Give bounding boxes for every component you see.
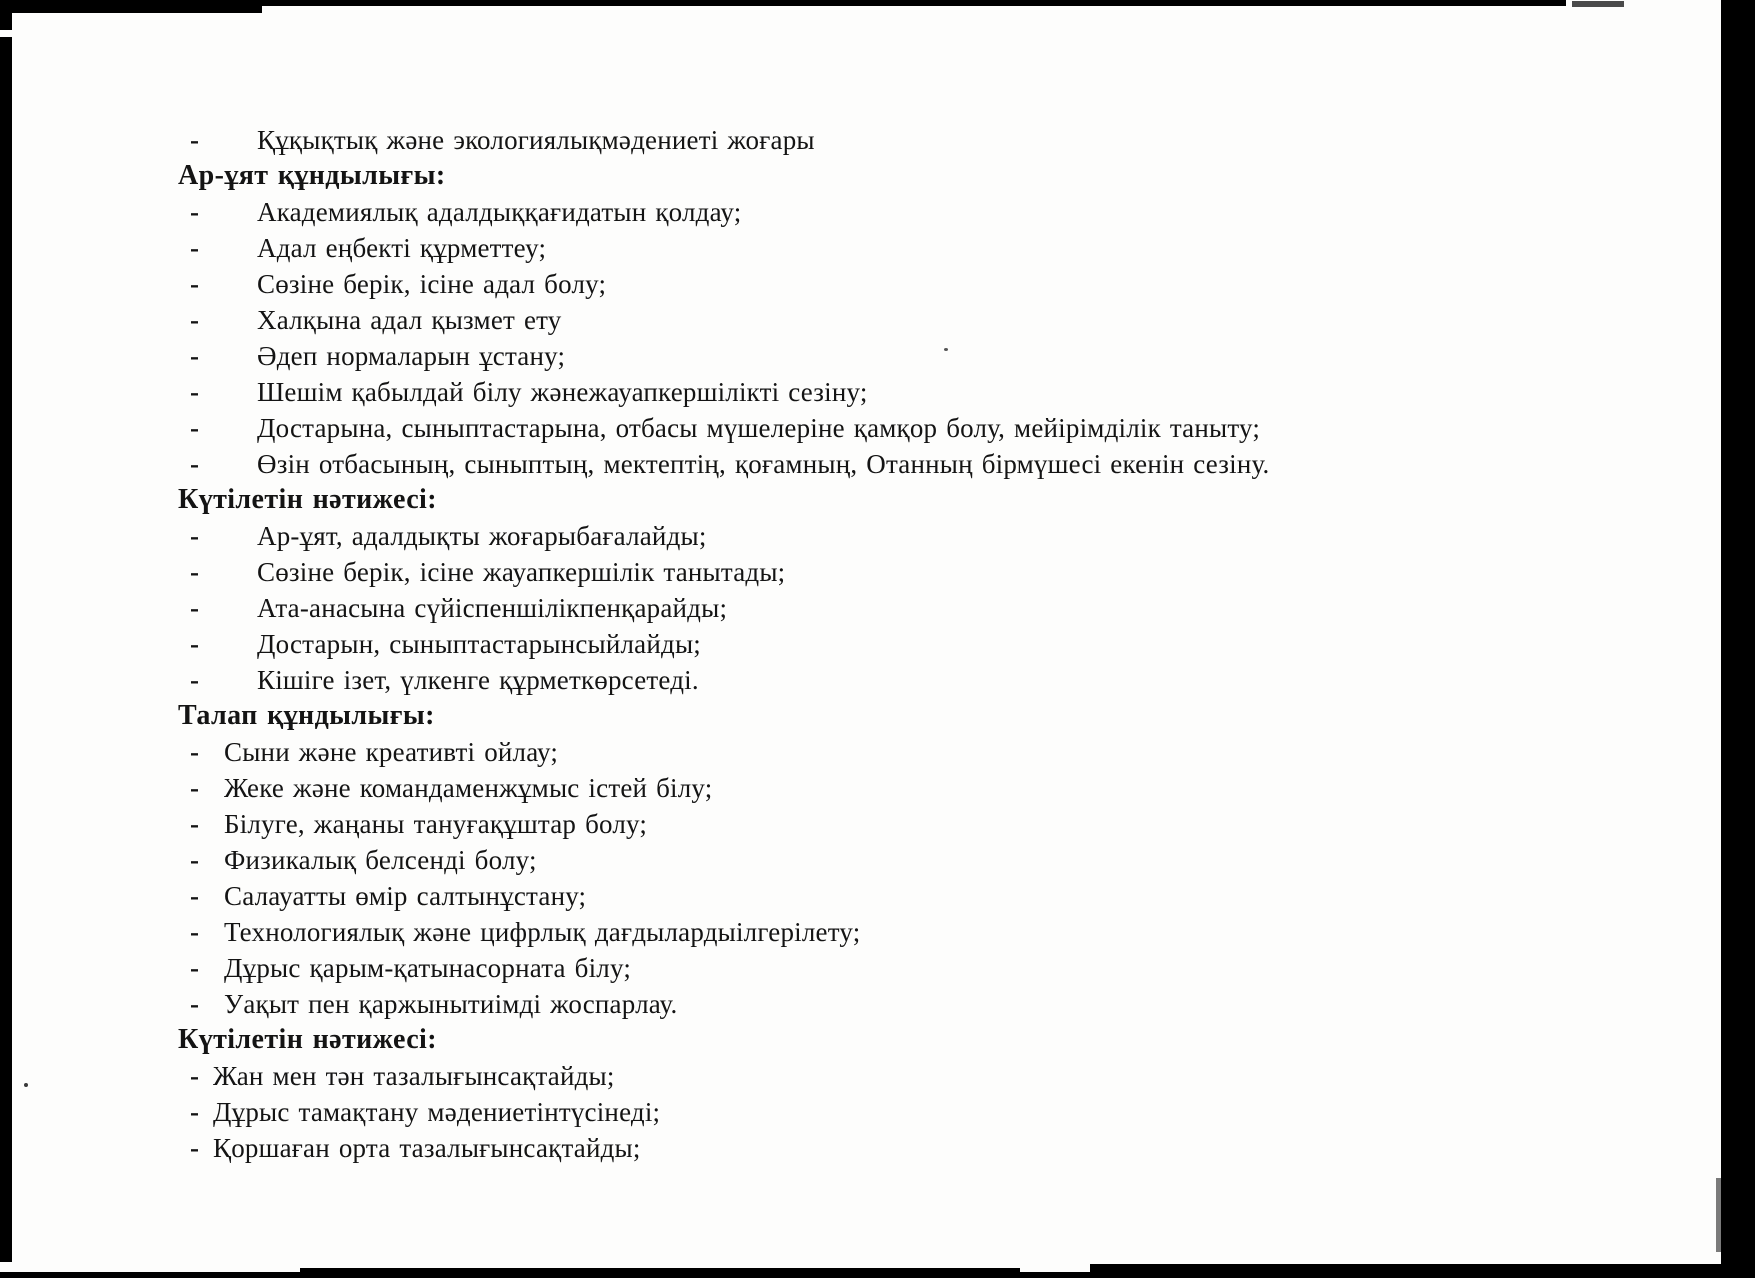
list-item xyxy=(178,770,1269,806)
scan-edge-left xyxy=(0,37,12,1262)
bullet-dash: - xyxy=(190,197,200,227)
bullet-dash: - xyxy=(190,953,200,983)
bullet-dash: - xyxy=(190,341,200,371)
bullet-dash: - xyxy=(190,305,200,335)
list-item-text: Білуге, жаңаны тануғақұштар болу; xyxy=(224,809,648,839)
list-item-text: Дұрыс қарым-қатынасорната білу; xyxy=(224,953,632,983)
list-item-text: Шешім қабылдай білу жәнежауапкершілікті сезіну; xyxy=(257,377,868,407)
list-item-text: Достарын, сыныптастарынсыйлайды; xyxy=(257,629,701,659)
scan-edge-bottom xyxy=(300,1268,1020,1278)
list-item-text: Ар-ұят, адалдықты жоғарыбағалайды; xyxy=(257,521,707,551)
list-item-text: Өзін отбасының, сыныптың, мектептің, қоғамның, Отанның бірмүшесі екенін сезіну. xyxy=(257,449,1270,479)
scan-edge-right-noise xyxy=(1716,1178,1721,1252)
list-item xyxy=(178,1094,1269,1130)
bullet-dash: - xyxy=(190,989,200,1019)
scan-speck xyxy=(24,1083,28,1087)
list-item-text: Технологиялық және цифрлық дағдылардыілгерілету; xyxy=(224,917,861,947)
bullet-dash: - xyxy=(190,917,200,947)
bullet-dash: - xyxy=(190,269,200,299)
list-item xyxy=(178,338,1269,374)
list-item-text: Қоршаған орта тазалығынсақтайды; xyxy=(213,1133,641,1163)
list-item xyxy=(178,446,1269,482)
bullet-dash: - xyxy=(190,773,200,803)
list-item xyxy=(178,374,1269,410)
bullet-dash: - xyxy=(190,413,200,443)
scan-edge-top xyxy=(0,0,1566,6)
list-item-text: Халқына адал қызмет ету xyxy=(257,305,562,335)
bullet-dash: - xyxy=(190,377,200,407)
bullet-dash: - xyxy=(190,1097,200,1127)
bullet-dash: - xyxy=(190,809,200,839)
list-item xyxy=(178,734,1269,770)
list-item xyxy=(178,194,1269,230)
bullet-dash: - xyxy=(190,665,200,695)
scan-edge-bottom xyxy=(1090,1264,1755,1278)
list-item-text: Ата-анасына сүйіспеншілікпенқарайды; xyxy=(257,593,728,623)
list-item-text: Құқықтық және экологиялықмәдениеті жоғары xyxy=(257,125,815,155)
bullet-dash: - xyxy=(190,737,200,767)
list-item-text: Сөзіне берік, ісіне адал болу; xyxy=(257,269,607,299)
list-item xyxy=(178,626,1269,662)
list-item-text: Кішіге ізет, үлкенге құрметкөрсетеді. xyxy=(257,665,699,695)
section-header: Талап құндылығы: xyxy=(178,700,435,731)
list-item xyxy=(178,518,1269,554)
bullet-dash: - xyxy=(190,593,200,623)
list-item-text: Дұрыс тамақтану мәдениетінтүсінеді; xyxy=(213,1097,661,1127)
bullet-dash: - xyxy=(190,233,200,263)
list-item xyxy=(178,1058,1269,1094)
list-item-text: Әдеп нормаларын ұстану; xyxy=(257,341,566,371)
list-item-text: Физикалық белсенді болу; xyxy=(224,845,537,875)
list-item xyxy=(178,806,1269,842)
list-item xyxy=(178,842,1269,878)
bullet-dash: - xyxy=(190,449,200,479)
list-item xyxy=(178,122,1269,158)
list-item-text: Салауатты өмір салтынұстану; xyxy=(224,881,587,911)
section-header: Күтілетін нәтижесі: xyxy=(178,1024,437,1055)
scan-edge-right xyxy=(1721,0,1755,1278)
list-item xyxy=(178,230,1269,266)
bullet-dash: - xyxy=(190,629,200,659)
list-item xyxy=(178,986,1269,1022)
section-header: Ар-ұят құндылығы: xyxy=(178,160,446,191)
list-item xyxy=(178,662,1269,698)
bullet-dash: - xyxy=(190,845,200,875)
list-item-text: Достарына, сыныптастарына, отбасы мүшелеріне қамқор болу, мейірімділік таныту; xyxy=(257,413,1261,443)
document-lines xyxy=(178,122,1269,1166)
list-item-text: Сөзіне берік, ісіне жауапкершілік танытады; xyxy=(257,557,786,587)
list-item xyxy=(178,950,1269,986)
bullet-dash: - xyxy=(190,1133,200,1163)
bullet-dash: - xyxy=(190,521,200,551)
list-item xyxy=(178,878,1269,914)
list-item-text: Адал еңбекті құрметтеу; xyxy=(257,233,547,263)
bullet-dash: - xyxy=(190,557,200,587)
bullet-dash: - xyxy=(190,125,200,155)
list-item xyxy=(178,554,1269,590)
list-item xyxy=(178,914,1269,950)
bullet-dash: - xyxy=(190,881,200,911)
scan-edge-top-fragment xyxy=(1572,1,1624,7)
list-item xyxy=(178,410,1269,446)
bullet-dash: - xyxy=(190,1061,200,1091)
list-item xyxy=(178,266,1269,302)
list-item xyxy=(178,302,1269,338)
list-item-text: Жан мен тән тазалығынсақтайды; xyxy=(213,1061,615,1091)
list-item xyxy=(178,1130,1269,1166)
list-item-text: Академиялық адалдыққағидатын қолдау; xyxy=(257,197,742,227)
section-header: Күтілетін нәтижесі: xyxy=(178,484,437,515)
list-item-text: Жеке және командаменжұмыс істей білу; xyxy=(224,773,713,803)
list-item-text: Сыни және креативті ойлау; xyxy=(224,737,559,767)
list-item-text: Уақыт пен қаржынытиімді жоспарлау. xyxy=(224,989,678,1019)
list-item xyxy=(178,590,1269,626)
scan-edge-left xyxy=(0,0,12,30)
